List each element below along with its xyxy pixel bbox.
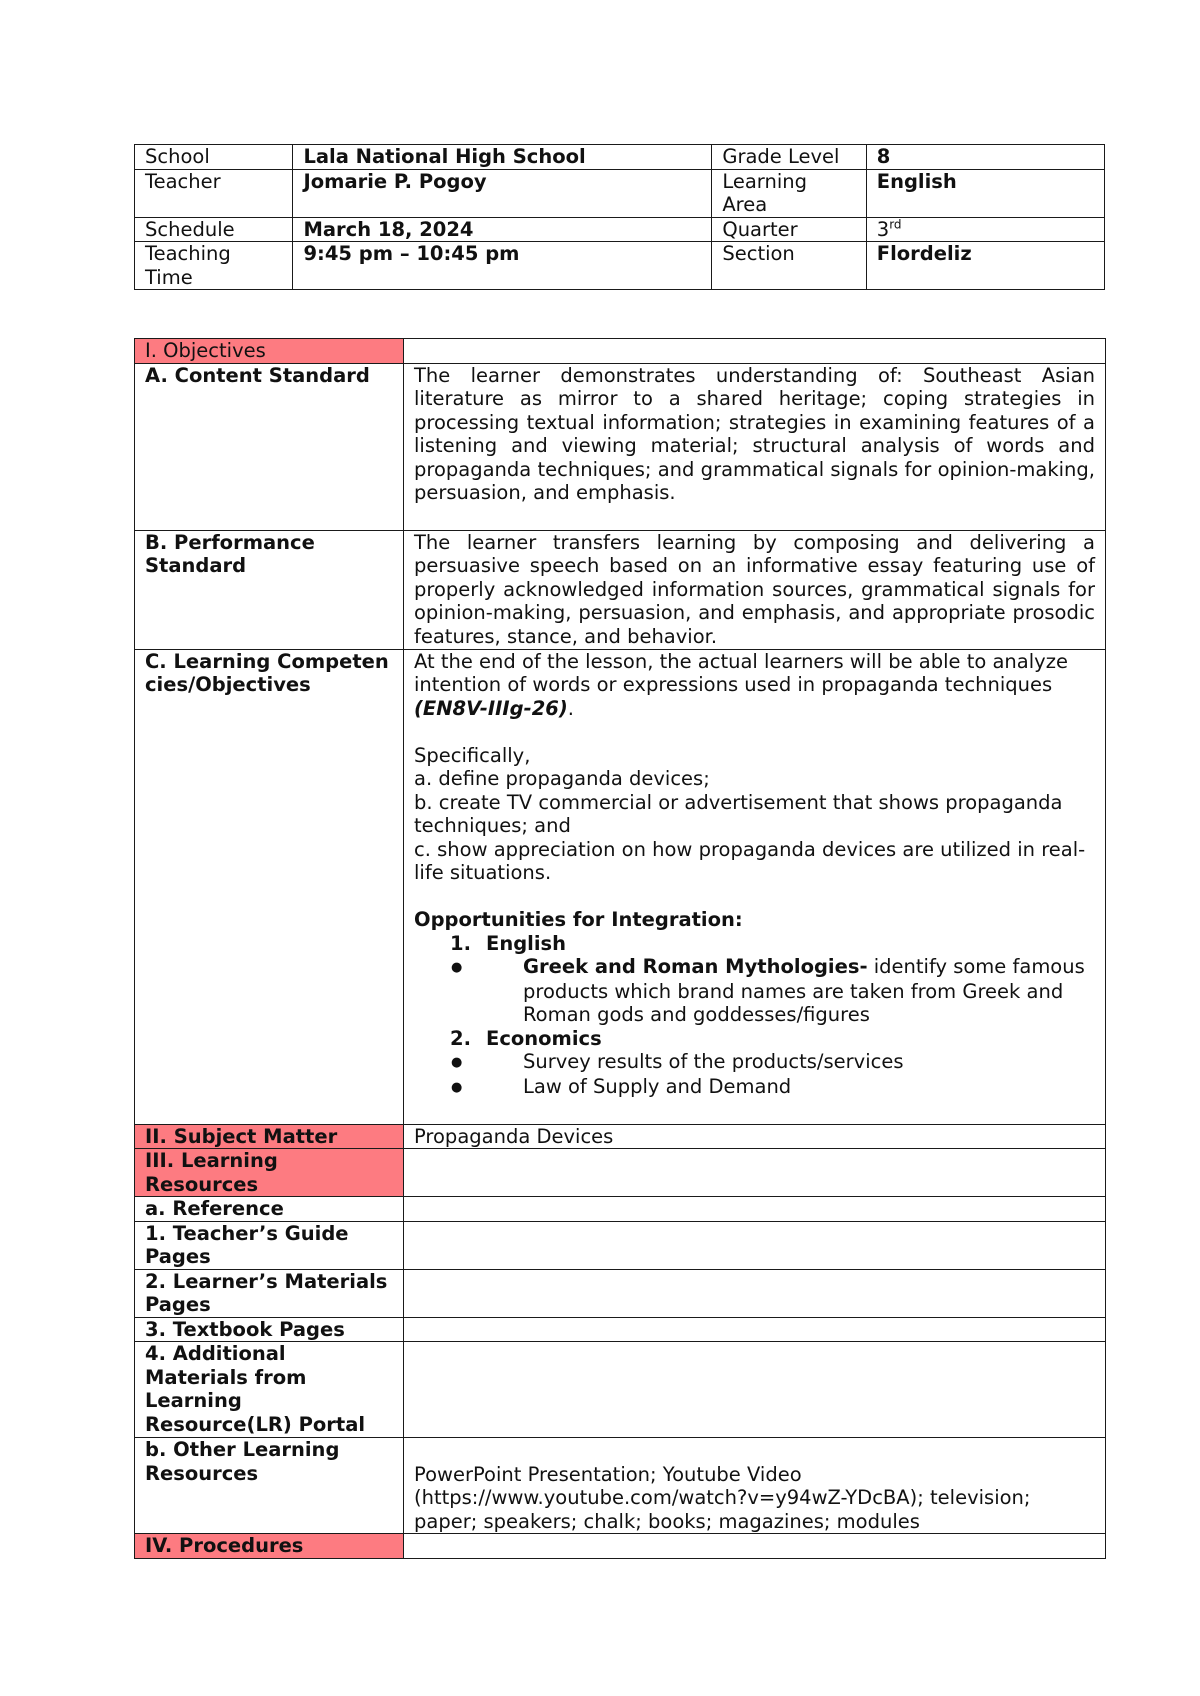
textbook-pages-label: 3. Textbook Pages [135,1317,404,1342]
subject-matter-heading: II. Subject Matter [135,1124,404,1149]
learning-area-value: English [866,169,1104,217]
learning-resources-heading: III. Learning Resources [135,1149,404,1197]
header-table [134,144,1105,290]
specific-objective-c: c. show appreciation on how propaganda devices are utilized in real-life situations. [414,837,1086,884]
reference-empty-cell [404,1197,1106,1222]
objectives-empty-cell [404,339,1106,364]
integration-item-economics: 2. Economics [450,1026,602,1050]
section-value: Flordeliz [866,242,1104,290]
grade-level-label: Grade Level [712,145,866,170]
quarter-value [866,217,1104,242]
objectives-heading: I. Objectives [135,339,404,364]
additional-materials-empty-cell [404,1342,1106,1438]
schedule-label: Schedule [135,217,293,242]
performance-standard-text: The learner transfers learning by composing and delivering a persuasive speech based on an informative essay featuring use of properly acknowledged information sources, grammatical signals for opinion-making, persuasion, and emphasis, and appropriate prosodic features, stance, and behavior. [404,530,1106,649]
competencies-label: C. Learning Competencies/Objectives [135,649,404,1124]
integration-bullet: ● Greek and Roman Mythologies- identify some famous products which brand names are taken from Greek and Roman gods and goddesses/figures [451,955,1085,1026]
competencies-cell [404,649,1106,1124]
procedures-empty-cell [404,1534,1106,1559]
content-standard-text: The learner demonstrates understanding of: Southeast Asian literature as mirror to a shared heritage; coping strategies in processing textual information; strategies in examining features of a listening and viewing material; structural analysis of words and propaganda techniques; and grammatical signals for opinion-making, persuasion, and emphasis. [404,363,1106,530]
reference-label: a. Reference [135,1197,404,1222]
learning-area-label: Learning Area [712,169,866,217]
school-label: School [135,145,293,170]
teachers-guide-empty-cell [404,1221,1106,1269]
school-value: Lala National High School [293,145,712,170]
competency-code: (EN8V-IIIg-26) [414,696,568,720]
performance-standard-label: B. Performance Standard [135,530,404,649]
integration-title: Opportunities for Integration: [414,908,743,931]
teachers-guide-label: 1. Teacher’s Guide Pages [135,1221,404,1269]
learners-materials-label: 2. Learner’s Materials Pages [135,1269,404,1317]
teacher-value: Jomarie P. Pogoy [293,169,712,217]
integration-bullet: ● Survey results of the products/services [451,1050,904,1073]
other-resources-value: PowerPoint Presentation; Youtube Video (https://www.youtube.com/watch?v=y94wZ-YDcBA); television; paper; speakers; chalk; books; magazines; modules [404,1438,1106,1534]
bullet-icon: ● [451,960,463,975]
textbook-pages-empty-cell [404,1317,1106,1342]
bullet-icon: ● [451,1055,463,1070]
quarter-suffix: rd [889,217,902,231]
specific-objective-b: b. create TV commercial or advertisement that shows propaganda techniques; and [414,790,1063,837]
competencies-intro: At the end of the lesson, the actual learners will be able to analyze intention of words or expressions used in propaganda techniques (EN8V-IIIg-26). [414,649,1068,720]
learners-materials-empty-cell [404,1269,1106,1317]
learning-resources-empty-cell [404,1149,1106,1197]
quarter-number: 3 [876,217,890,241]
specifically-label: Specifically, [414,743,531,767]
schedule-value: March 18, 2024 [293,217,712,242]
integration-item-english: 1. English [450,931,567,955]
grade-level-value: 8 [866,145,1104,170]
additional-materials-label: 4. Additional Materials from Learning Resource(LR) Portal [135,1342,404,1438]
bullet-icon: ● [451,1079,463,1095]
procedures-heading: IV. Procedures [135,1534,404,1559]
teacher-label: Teacher [135,169,293,217]
integration-bullet: ● Law of Supply and Demand [451,1074,792,1098]
specific-objective-a: a. define propaganda devices; [414,767,710,790]
teaching-time-value: 9:45 pm – 10:45 pm [293,242,712,290]
teaching-time-label: Teaching Time [135,242,293,290]
subject-matter-value: Propaganda Devices [404,1124,1106,1149]
lesson-plan-table [134,338,1106,1559]
content-standard-label: A. Content Standard [135,363,404,530]
section-label: Section [712,242,866,290]
quarter-label: Quarter [712,217,866,242]
other-resources-label: b. Other Learning Resources [135,1438,404,1534]
